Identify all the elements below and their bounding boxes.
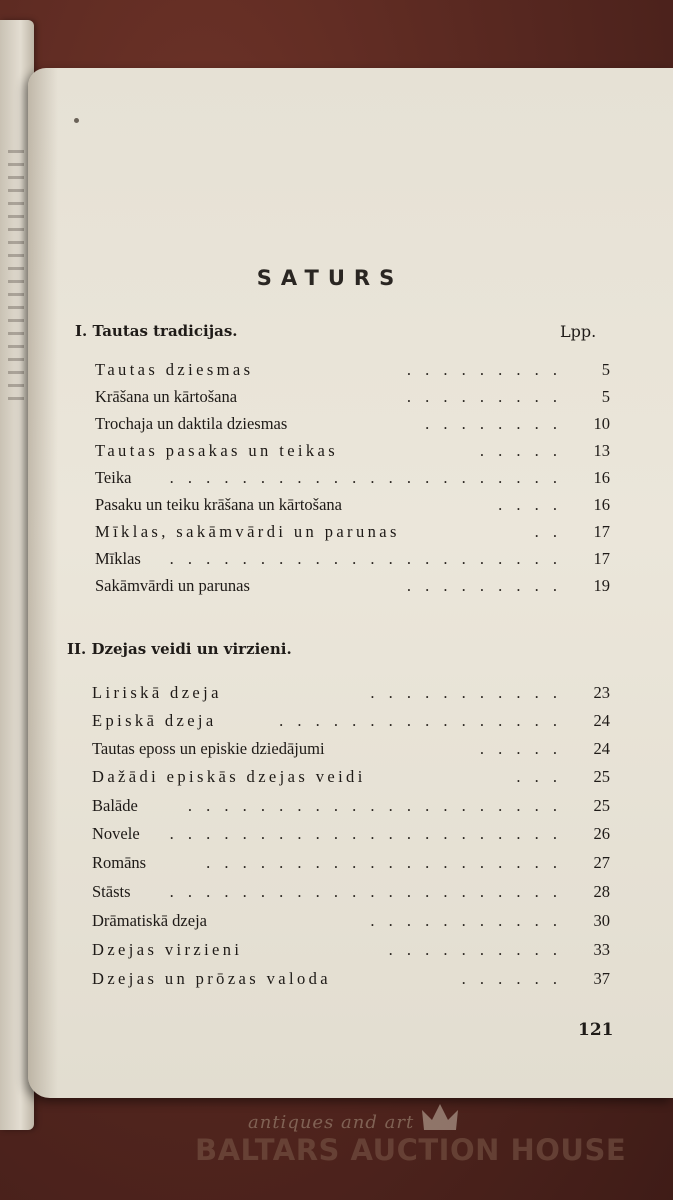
toc-entry — [95, 441, 610, 465]
toc-entry-title: Mīklas — [95, 549, 141, 568]
toc-entry-title: Trochaja un daktila dziesmas — [95, 414, 288, 433]
toc-entry-title: Liriskā dzeja — [92, 683, 222, 702]
toc-entry — [92, 767, 610, 791]
toc-entry-title: Krāšana un kārtošana — [95, 387, 238, 406]
toc-leader-dots: . . . . . . . . . . . . . . . . . . . . . . — [169, 468, 562, 487]
toc-entry-title: Tautas dziesmas — [95, 360, 254, 379]
toc-entry — [92, 739, 610, 763]
toc-leader-dots: . . . . . . . . . . . — [370, 911, 562, 930]
toc-leader-dots: . . . . . . . . — [425, 414, 562, 433]
toc-entry-page: 5 — [601, 387, 610, 406]
toc-entry-page: 25 — [593, 796, 610, 815]
watermark-tagline: antiques and art — [248, 1112, 415, 1133]
toc-entry-title: Novele — [92, 824, 140, 843]
toc-entry — [92, 711, 610, 735]
toc-entry-page: 33 — [593, 940, 610, 959]
toc-entry — [92, 796, 610, 820]
toc-leader-dots: . . . — [516, 767, 562, 786]
toc-leader-dots: . . . . . . . . . — [406, 360, 562, 379]
section-heading-2: II. Dzejas veidi un virzieni. — [67, 640, 292, 658]
toc-leader-dots: . . — [534, 522, 562, 541]
toc-entry-title: Episkā dzeja — [92, 711, 217, 730]
toc-entry-page: 5 — [601, 360, 610, 379]
toc-entry — [92, 940, 610, 964]
toc-entry-title: Teika — [95, 468, 132, 487]
toc-entry — [92, 911, 610, 935]
toc-leader-dots: . . . . — [498, 495, 562, 514]
toc-leader-dots: . . . . . — [479, 739, 562, 758]
crown-icon — [420, 1100, 460, 1136]
toc-entry-page: 17 — [593, 549, 610, 568]
toc-leader-dots: . . . . . . — [461, 969, 562, 988]
toc-leader-dots: . . . . . — [479, 441, 562, 460]
toc-leader-dots: . . . . . . . . . — [406, 576, 562, 595]
toc-entry-page: 30 — [593, 911, 610, 930]
toc-entry-title: Pasaku un teiku krāšana un kārtošana — [95, 495, 342, 514]
toc-entry — [95, 360, 610, 384]
toc-entry — [95, 468, 610, 492]
toc-entry — [92, 683, 610, 707]
toc-entry-page: 27 — [593, 853, 610, 872]
ink-dot — [74, 118, 79, 123]
toc-entry-page: 13 — [593, 441, 610, 460]
toc-entry-page: 19 — [593, 576, 610, 595]
left-page-text-fragment — [8, 150, 24, 410]
toc-entry-page: 28 — [593, 882, 610, 901]
toc-entry — [92, 853, 610, 877]
toc-entry — [95, 414, 610, 438]
toc-entry-title: Romāns — [92, 853, 147, 872]
toc-entry-title: Mīklas, sakāmvārdi un parunas — [95, 522, 400, 541]
toc-entry-title: Sakāmvārdi un parunas — [95, 576, 250, 595]
toc-entry-page: 37 — [593, 969, 610, 988]
toc-entry-title: Drāmatiskā dzeja — [92, 911, 207, 930]
toc-leader-dots: . . . . . . . . . — [406, 387, 562, 406]
toc-entry-title: Tautas eposs un episkie dziedājumi — [92, 739, 325, 758]
toc-entry — [92, 824, 610, 848]
toc-entry-title: Balāde — [92, 796, 138, 815]
toc-entry-title: Stāsts — [92, 882, 131, 901]
toc-entry-page: 23 — [593, 683, 610, 702]
toc-entry — [92, 882, 610, 906]
toc-leader-dots: . . . . . . . . . . . . . . . . . . . . . — [187, 796, 562, 815]
toc-entry-page: 24 — [593, 739, 610, 758]
page-gutter-shadow — [28, 68, 58, 1098]
toc-leader-dots: . . . . . . . . . . . . . . . . . . . . . . — [169, 882, 562, 901]
toc-entry-title: Dzejas un prōzas valoda — [92, 969, 332, 988]
watermark-brand: BALTARS AUCTION HOUSE — [195, 1133, 627, 1167]
toc-entry-page: 25 — [593, 767, 610, 786]
toc-entry — [92, 969, 610, 993]
toc-entry — [95, 549, 610, 573]
toc-entry-title: Dzejas virzieni — [92, 940, 243, 959]
toc-entry-title: Dažādi episkās dzejas veidi — [92, 767, 366, 786]
toc-leader-dots: . . . . . . . . . . — [388, 940, 562, 959]
page-column-header: Lpp. — [560, 322, 597, 341]
toc-entry-page: 17 — [593, 522, 610, 541]
page-number: 121 — [578, 1020, 614, 1040]
toc-entry-page: 10 — [593, 414, 610, 433]
page-title: SATURS — [256, 266, 404, 290]
toc-leader-dots: . . . . . . . . . . . . . . . . . . . . — [206, 853, 562, 872]
toc-leader-dots: . . . . . . . . . . . . . . . . . . . . . . — [169, 549, 562, 568]
toc-entry-page: 24 — [593, 711, 610, 730]
toc-entry — [95, 522, 610, 546]
toc-leader-dots: . . . . . . . . . . . . . . . . — [279, 711, 562, 730]
toc-entry-page: 26 — [593, 824, 610, 843]
section-heading-1: I. Tautas tradicijas. — [75, 322, 238, 340]
toc-entry — [95, 495, 610, 519]
toc-entry-page: 16 — [593, 495, 610, 514]
toc-leader-dots: . . . . . . . . . . . — [370, 683, 562, 702]
toc-entry-title: Tautas pasakas un teikas — [95, 441, 339, 460]
toc-entry-page: 16 — [593, 468, 610, 487]
toc-entry — [95, 387, 610, 411]
toc-entry — [95, 576, 610, 600]
toc-leader-dots: . . . . . . . . . . . . . . . . . . . . . . — [169, 824, 562, 843]
